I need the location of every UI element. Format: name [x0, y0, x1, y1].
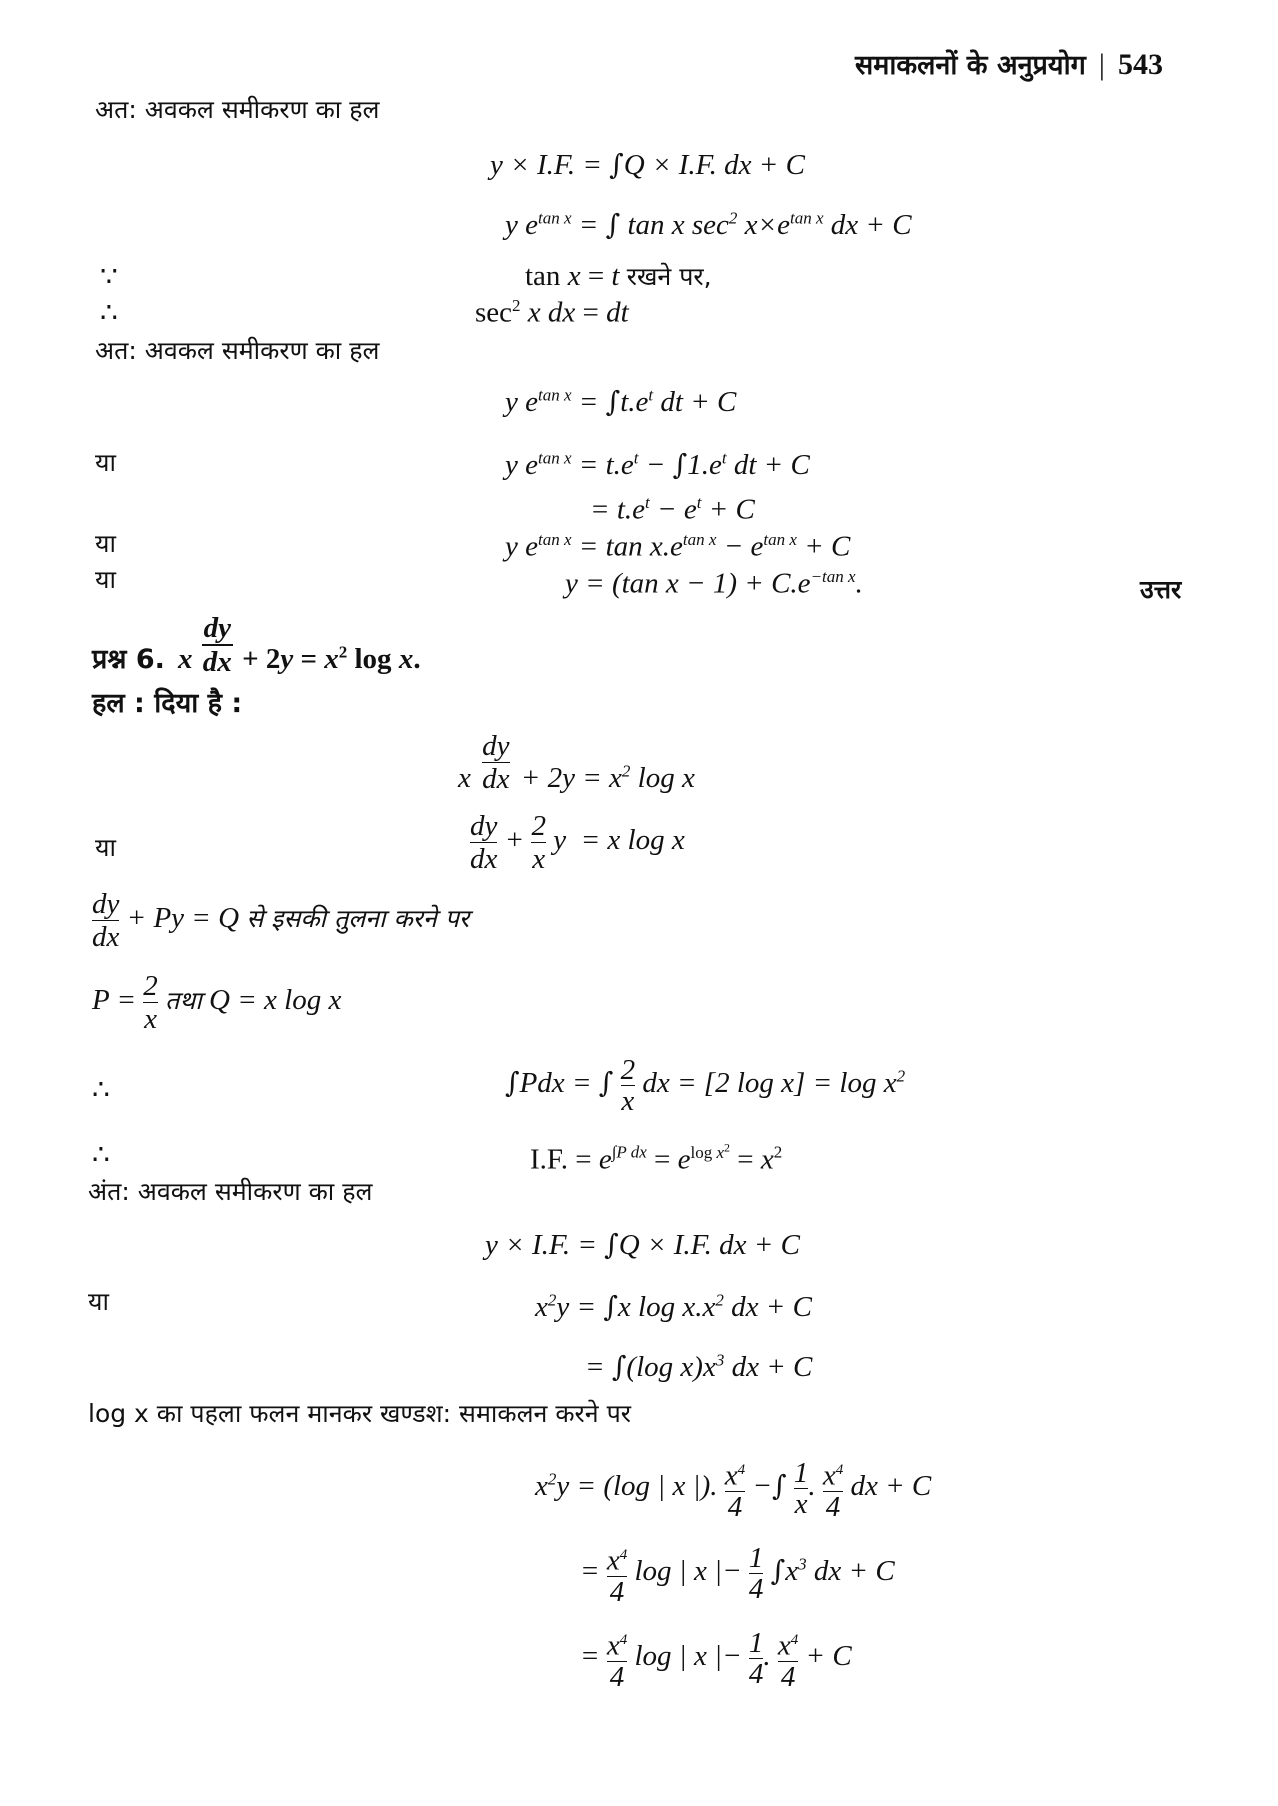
running-header: [855, 45, 1163, 82]
equation-e4: $\sec^2 x$ dx = dt: [475, 296, 629, 329]
equation-e1: y × I.F. = ∫Q × I.F. dx + C: [490, 148, 805, 181]
equation-e19: $x^2y = (\log$ | x |). $\frac{x^4}{4}$ −∫ $\frac{1}{x}$ . $\frac{x^4}{4}$ dx + C: [535, 1456, 932, 1523]
equation-e6: y $e^{tan x} = t.e^t - \int 1.e^t$ dt + C: [505, 448, 810, 481]
ya-label-4: या: [95, 833, 116, 862]
question-6: प्रश्न 6. x $\frac{dy}{dx}$ + $2y = x^2$ log x.: [92, 612, 421, 678]
therefore-symbol-2: ∴: [92, 1073, 110, 1106]
therefore-symbol-3: ∴: [92, 1138, 110, 1171]
equation-e11: $\frac{dy}{dx}$ + $\frac{2}{x}$ y = x log x: [470, 810, 685, 875]
equation-e2: y $e^{tan x}$ = ∫ tan x $\sec^2 x\times e^{tan x}$ dx + C: [505, 208, 912, 241]
header-separator: |: [1098, 48, 1105, 81]
given-label: हल : दिया है :: [92, 688, 243, 719]
solution-heading: अत: अवकल समीकरण का हल: [95, 95, 380, 124]
ya-label-2: या: [95, 529, 116, 558]
equation-e16: y × I.F. = ∫Q × I.F. dx + C: [485, 1228, 800, 1261]
solution-heading-3: अंत: अवकल समीकरण का हल: [88, 1177, 373, 1206]
answer-label: उत्तर: [1140, 575, 1182, 604]
chapter-title: समाकलनों के अनुप्रयोग: [855, 50, 1086, 81]
ya-label-5: या: [88, 1287, 109, 1316]
solution-heading-2: अत: अवकल समीकरण का हल: [95, 336, 380, 365]
comparing-text: से इसकी तुलना करने पर: [246, 904, 470, 934]
and-word: तथा: [165, 986, 202, 1016]
equation-e10: x $\frac{dy}{dx}$ + $2y = x^2$ log x: [458, 730, 695, 795]
equation-e15: I.F. = $e^{\int P dx} = e^{log x^2} = x^2$: [530, 1140, 783, 1176]
since-symbol: ∵: [100, 260, 118, 293]
equation-e18: = ∫(log $x)x^3$ dx + C: [585, 1350, 813, 1383]
equation-e14: ∫Pdx = ∫ $\frac{2}{x}$ dx = [2 $\log x] = \log x^2$: [505, 1054, 906, 1117]
equation-e13: P = $\frac{2}{x}$ तथा Q = x log x: [92, 970, 342, 1035]
equation-e12: $\frac{dy}{dx}$ + Py = Q से इसकी तुलना करने पर: [92, 888, 470, 953]
therefore-symbol: ∴: [100, 296, 118, 329]
equation-e3: tan x = t रखने पर,: [525, 260, 712, 292]
by-parts-label: log x का पहला फलन मानकर खण्डश: समाकलन करने पर: [88, 1399, 632, 1428]
ya-label-3: या: [95, 565, 116, 594]
equation-e17: $x^2y = \int x$ $\log x.x^2$ dx + C: [535, 1290, 812, 1323]
equation-e7: = $t.e^t - e^t + C$: [590, 493, 755, 526]
equation-e9: y = (tan $x - 1) + C.e^{-tan x}$.: [565, 567, 863, 600]
equation-e21: = $\frac{x^4}{4}$ log | x |− $\frac{1}{4}$ . $\frac{x^4}{4}$ + C: [580, 1626, 852, 1693]
equation-e8: y $e^{tan x} = \tan x.e^{tan x} - e^{tan x} + C$: [505, 530, 851, 563]
by-parts-text: [88, 1396, 631, 1430]
question-6-label: प्रश्न 6.: [92, 643, 165, 675]
ya-label-1: या: [95, 448, 116, 477]
equation-e20: = $\frac{x^4}{4}$ log | x |− $\frac{1}{4}$ $\int x^3$ dx + C: [580, 1541, 895, 1608]
page-number: 543: [1117, 48, 1163, 81]
equation-e5: y $e^{tan x} = \int t.e^t$ dt + C: [505, 385, 737, 418]
